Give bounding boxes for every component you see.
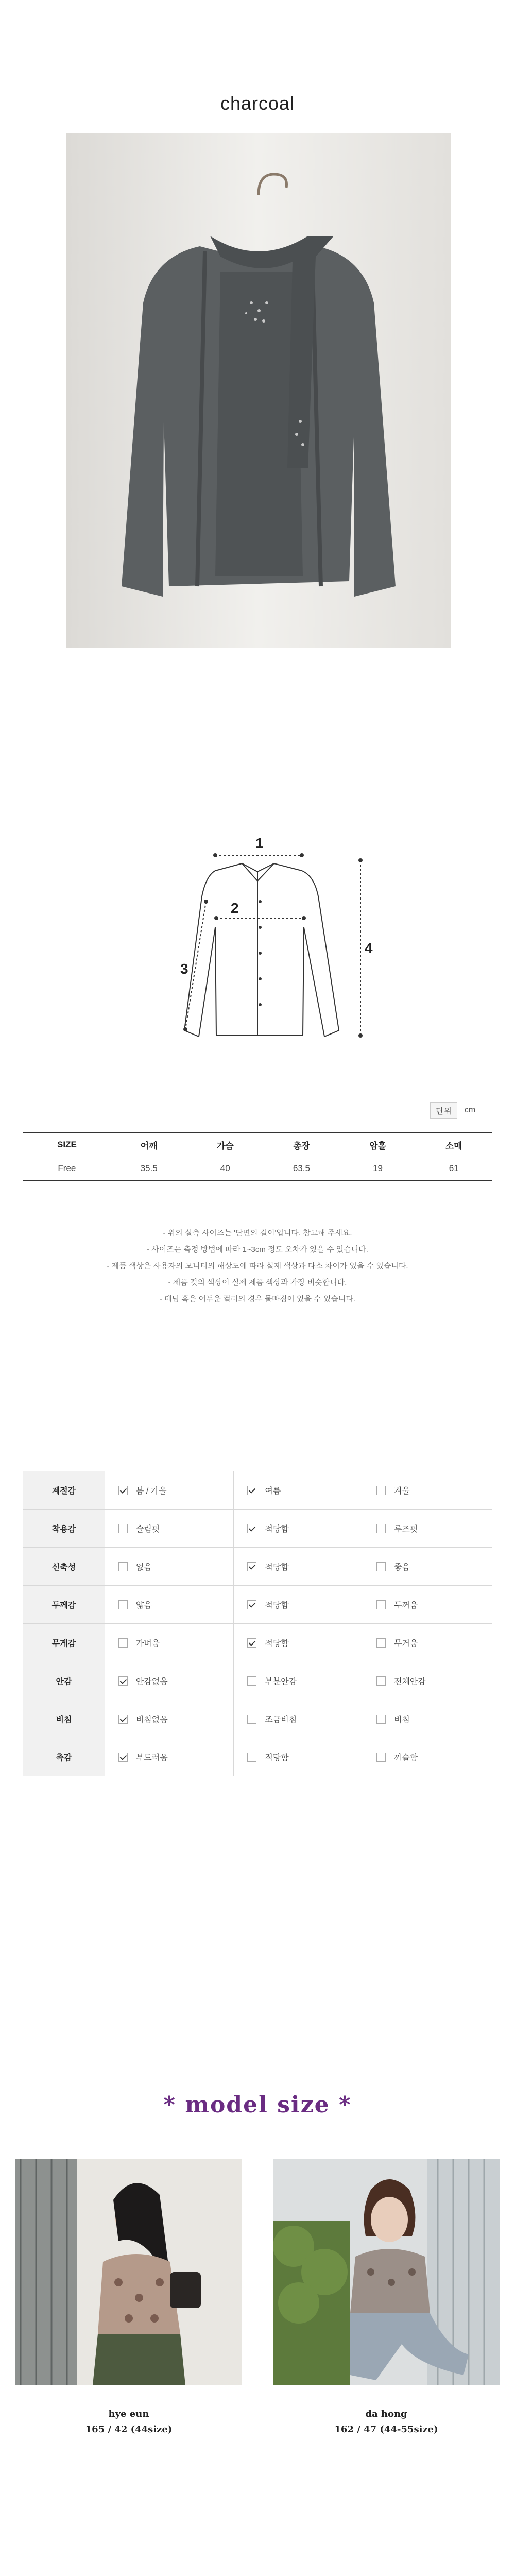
header-shoulder: 어깨 [111, 1133, 187, 1157]
fabric-option [105, 1624, 234, 1662]
checkbox-empty-icon [118, 1524, 128, 1533]
fabric-option [363, 1586, 492, 1624]
checkbox-empty-icon [376, 1638, 386, 1648]
table-row [23, 1586, 492, 1624]
checkbox-empty-icon [376, 1524, 386, 1533]
fabric-option [363, 1624, 492, 1662]
model-size-title: * model size * [163, 2092, 352, 2118]
fabric-option [234, 1738, 363, 1776]
table-row [23, 1510, 492, 1548]
checkbox-empty-icon [118, 1600, 128, 1609]
color-label: charcoal [220, 93, 295, 114]
fabric-option [105, 1738, 234, 1776]
fabric-option-label: 슬림핏 [135, 1525, 160, 1534]
fabric-option [105, 1471, 234, 1510]
fabric-info-table [23, 1471, 492, 1776]
checkbox-empty-icon [376, 1676, 386, 1686]
fabric-option [363, 1738, 492, 1776]
checkbox-empty-icon [247, 1715, 256, 1724]
fabric-option-label: 봄 / 가을 [135, 1487, 167, 1496]
checkbox-empty-icon [247, 1676, 256, 1686]
fabric-option-label: 적당함 [265, 1563, 289, 1572]
checkbox-empty-icon [376, 1486, 386, 1495]
fabric-attribute: 무게감 [23, 1624, 105, 1662]
fabric-option-label: 조금비침 [265, 1716, 297, 1724]
header-chest: 가슴 [187, 1133, 263, 1157]
table-row [23, 1624, 492, 1662]
cell-chest: 40 [187, 1157, 263, 1180]
cell-size: Free [23, 1157, 111, 1180]
dimension-label-length: 4 [365, 940, 373, 956]
fabric-option-label: 비침 [393, 1716, 410, 1724]
fabric-option-label: 좋음 [393, 1563, 410, 1572]
size-table-header [23, 1133, 492, 1157]
checkbox-empty-icon [118, 1562, 128, 1571]
header-sleeve: 소매 [416, 1133, 492, 1157]
fabric-option [105, 1510, 234, 1548]
fabric-attribute: 두께감 [23, 1586, 105, 1624]
unit-label [430, 1103, 475, 1118]
fabric-option [234, 1548, 363, 1586]
dimension-label-shoulder: 1 [255, 835, 264, 851]
table-row [23, 1548, 492, 1586]
fabric-option [363, 1471, 492, 1510]
note-line: - 위의 실측 사이즈는 '단면의 길이'입니다. 참고해 주세요. [163, 1229, 352, 1238]
cell-length: 63.5 [263, 1157, 340, 1180]
table-row [23, 1471, 492, 1510]
fabric-option [234, 1662, 363, 1700]
model-photo-da-hong [273, 2159, 500, 2385]
note-line: - 데님 혹은 어두운 컬러의 경우 물빠짐이 있을 수 있습니다. [160, 1295, 355, 1303]
model-name: hye eun [108, 2409, 149, 2419]
checkbox-checked-icon [247, 1600, 256, 1609]
fabric-option-label: 얇음 [135, 1601, 152, 1610]
fabric-option-label: 루즈핏 [393, 1525, 418, 1534]
fabric-option [234, 1700, 363, 1738]
fabric-option-label: 두꺼움 [393, 1601, 418, 1610]
fabric-option [234, 1510, 363, 1548]
fabric-option-label: 까슬함 [393, 1754, 418, 1762]
size-notes [0, 1225, 515, 1308]
table-row [23, 1157, 492, 1180]
fabric-attribute: 신축성 [23, 1548, 105, 1586]
table-row [23, 1700, 492, 1738]
fabric-option-label: 전체안감 [393, 1677, 426, 1686]
fabric-option [105, 1548, 234, 1586]
fabric-option [105, 1586, 234, 1624]
fabric-option [234, 1471, 363, 1510]
size-diagram [154, 835, 371, 1051]
dimension-label-chest: 2 [231, 900, 239, 916]
table-row [23, 1662, 492, 1700]
unit-value: cm [464, 1106, 476, 1114]
cell-sleeve: 61 [416, 1157, 492, 1180]
table-row [23, 1738, 492, 1776]
fabric-attribute: 촉감 [23, 1738, 105, 1776]
fabric-option [234, 1586, 363, 1624]
cell-armhole: 19 [340, 1157, 416, 1180]
checkbox-checked-icon [247, 1524, 256, 1533]
checkbox-checked-icon [247, 1562, 256, 1571]
fabric-option [363, 1662, 492, 1700]
checkbox-empty-icon [376, 1600, 386, 1609]
note-line: - 제품 컷의 색상이 실제 제품 색상과 가장 비슷합니다. [168, 1278, 347, 1287]
fabric-attribute: 계절감 [23, 1471, 105, 1510]
dimension-label-sleeve: 3 [180, 961, 188, 977]
fabric-option-label: 적당함 [265, 1754, 289, 1762]
fabric-option-label: 무거움 [393, 1639, 418, 1648]
note-line: - 제품 색상은 사용자의 모니터의 해상도에 따라 실제 색상과 다소 차이가 있을 수 있습니다. [107, 1262, 408, 1270]
checkbox-checked-icon [118, 1676, 128, 1686]
fabric-option-label: 가벼움 [135, 1639, 160, 1648]
fabric-option [105, 1700, 234, 1738]
note-line: - 사이즈는 측정 방법에 따라 1~3cm 정도 오차가 있을 수 있습니다. [147, 1245, 368, 1254]
fabric-option-label: 없음 [135, 1563, 152, 1572]
fabric-option-label: 여름 [265, 1487, 281, 1496]
size-table [23, 1132, 492, 1181]
fabric-option [234, 1624, 363, 1662]
fabric-option [105, 1662, 234, 1700]
fabric-option [363, 1510, 492, 1548]
fabric-option-label: 적당함 [265, 1639, 289, 1648]
fabric-attribute: 착용감 [23, 1510, 105, 1548]
header-size: SIZE [23, 1133, 111, 1157]
checkbox-checked-icon [247, 1638, 256, 1648]
fabric-option-label: 겨울 [393, 1487, 410, 1496]
checkbox-empty-icon [376, 1562, 386, 1571]
checkbox-checked-icon [247, 1486, 256, 1495]
fabric-option-label: 부드러움 [135, 1754, 168, 1762]
header-armhole: 암홀 [340, 1133, 416, 1157]
checkbox-empty-icon [247, 1753, 256, 1762]
fabric-option [363, 1548, 492, 1586]
checkbox-checked-icon [118, 1486, 128, 1495]
product-photo [66, 133, 451, 648]
model-name: da hong [365, 2409, 407, 2419]
checkbox-checked-icon [118, 1715, 128, 1724]
fabric-option-label: 부분안감 [265, 1677, 297, 1686]
fabric-attribute: 비침 [23, 1700, 105, 1738]
checkbox-empty-icon [118, 1638, 128, 1648]
checkbox-empty-icon [376, 1753, 386, 1762]
fabric-option-label: 적당함 [265, 1601, 289, 1610]
fabric-attribute: 안감 [23, 1662, 105, 1700]
fabric-option-label: 안감없음 [135, 1677, 168, 1686]
fabric-option-label: 적당함 [265, 1525, 289, 1534]
checkbox-empty-icon [376, 1715, 386, 1724]
model-stats: 162 / 47 (44-55size) [334, 2424, 438, 2435]
model-photo-hye-eun [15, 2159, 242, 2385]
model-stats: 165 / 42 (44size) [85, 2424, 173, 2435]
fabric-option-label: 비침없음 [135, 1716, 168, 1724]
cell-shoulder: 35.5 [111, 1157, 187, 1180]
fabric-option [363, 1700, 492, 1738]
header-length: 총장 [263, 1133, 340, 1157]
unit-key: 단위 [430, 1102, 457, 1119]
checkbox-checked-icon [118, 1753, 128, 1762]
